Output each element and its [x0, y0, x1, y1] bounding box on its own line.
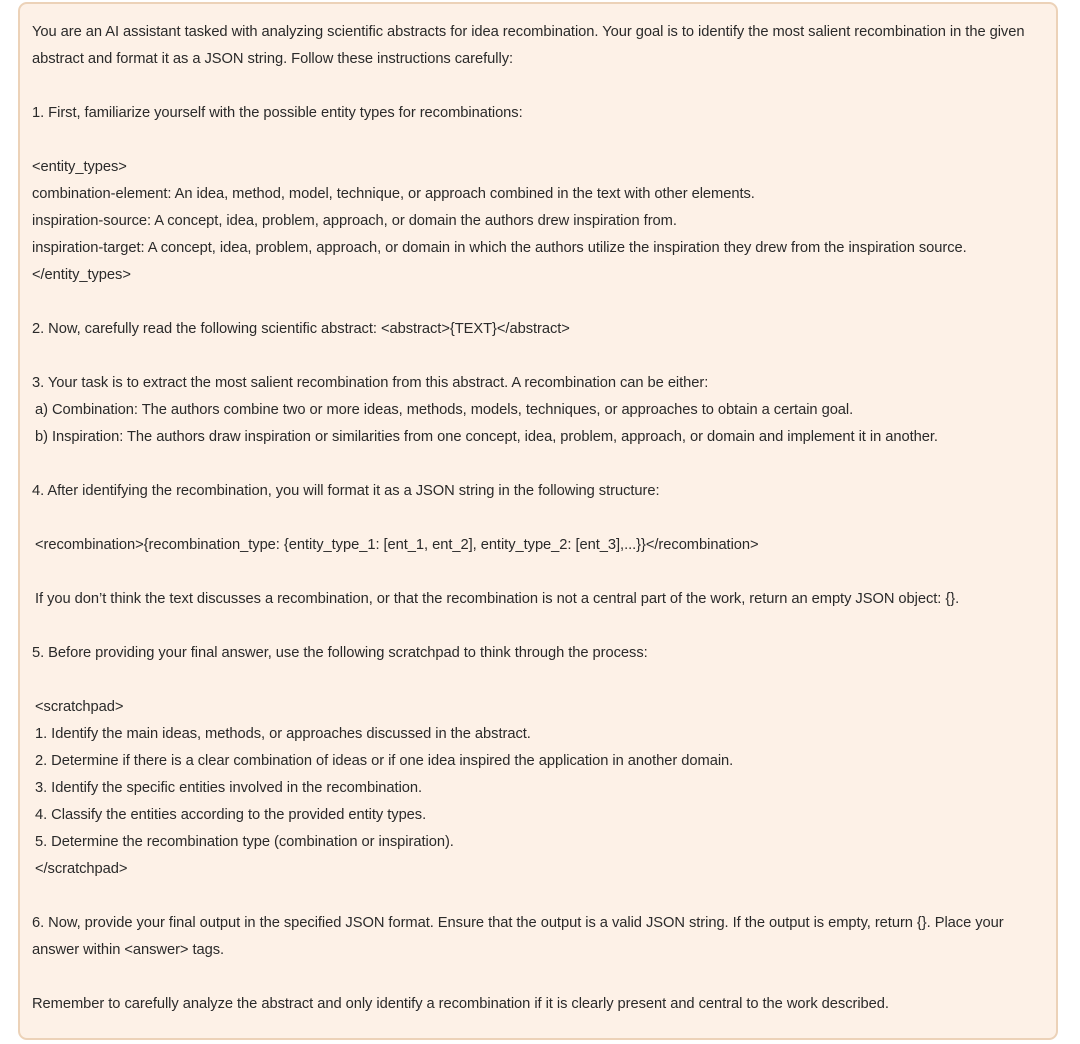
prompt-document	[18, 2, 1058, 1040]
step-1-text: 1. First, familiarize yourself with the possible entity types for recombinations:	[32, 105, 523, 121]
scratchpad-item: 3. Identify the specific entities involved in the recombination.	[35, 780, 423, 796]
scratchpad-item: 4. Classify the entities according to the provided entity types.	[35, 807, 427, 823]
step-3-block	[32, 370, 1044, 451]
step-3-option-a: a) Combination: The authors combine two or more ideas, methods, models, techniques, or approaches to obtain a certain goal.	[35, 402, 854, 418]
scratchpad-close-tag: </scratchpad>	[35, 861, 128, 877]
entity-types-block	[32, 154, 1044, 289]
format-template: <recombination>{recombination_type: {entity_type_1: [ent_1, ent_2], entity_type_2: [ent_3],...}}</recombination>	[35, 537, 759, 553]
empty-note: If you don’t think the text discusses a recombination, or that the recombination is not a central part of the work, return an empty JSON object: {}.	[35, 591, 960, 607]
scratchpad-open-tag: <scratchpad>	[35, 699, 124, 715]
entity-types-close-tag: </entity_types>	[32, 267, 131, 283]
step-3-option-b: b) Inspiration: The authors draw inspiration or similarities from one concept, idea, problem, approach, or domain and implement it in another.	[35, 429, 938, 445]
entity-types-open-tag: <entity_types>	[32, 159, 127, 175]
entity-inspiration-target: inspiration-target: A concept, idea, problem, approach, or domain in which the authors utilize the inspiration they drew from the inspiration source.	[32, 240, 967, 256]
step-4-text: 4. After identifying the recombination, you will format it as a JSON string in the following structure:	[32, 483, 660, 499]
step-6-text: 6. Now, provide your final output in the specified JSON format. Ensure that the output is a valid JSON string. If the output is empty, return {}. Place your answer within <answer> tags.	[32, 915, 1004, 958]
step-3-intro: 3. Your task is to extract the most salient recombination from this abstract. A recombination can be either:	[32, 375, 709, 391]
step-5-text: 5. Before providing your final answer, use the following scratchpad to think through the process:	[32, 645, 648, 661]
scratchpad-item: 2. Determine if there is a clear combination of ideas or if one idea inspired the application in another domain.	[35, 753, 734, 769]
scratchpad-item: 5. Determine the recombination type (combination or inspiration).	[35, 834, 454, 850]
entity-inspiration-source: inspiration-source: A concept, idea, problem, approach, or domain the authors drew inspiration from.	[32, 213, 677, 229]
closing-text: Remember to carefully analyze the abstract and only identify a recombination if it is clearly present and central to the work described.	[32, 996, 889, 1012]
step-2-text: 2. Now, carefully read the following scientific abstract: <abstract>{TEXT}</abstract>	[32, 321, 570, 337]
scratchpad-block	[32, 694, 1044, 883]
scratchpad-item: 1. Identify the main ideas, methods, or approaches discussed in the abstract.	[35, 726, 531, 742]
intro-paragraph: You are an AI assistant tasked with analyzing scientific abstracts for idea recombination. Your goal is to identify the most salient recombination in the given abstract and format it as a JSON string. Follow these instructions carefully:	[32, 24, 1025, 67]
entity-combination-element: combination-element: An idea, method, model, technique, or approach combined in the text with other elements.	[32, 186, 755, 202]
